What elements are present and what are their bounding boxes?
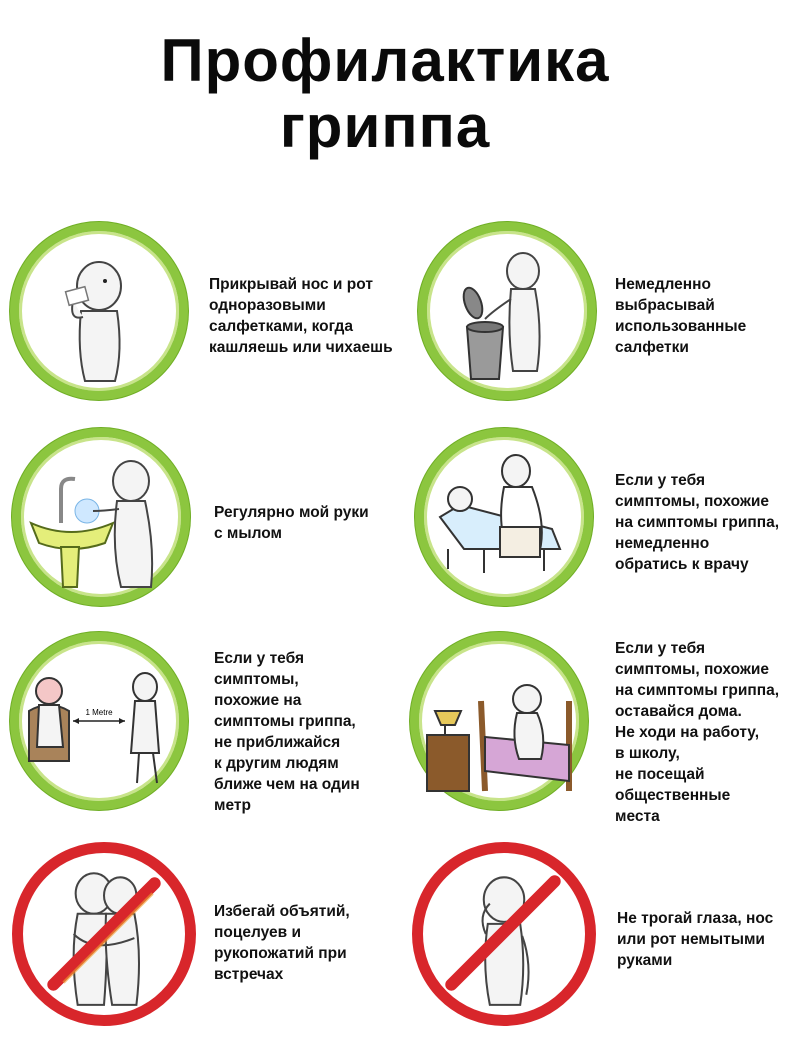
text-line: Не трогай глаза, нос <box>617 910 774 927</box>
doctor-visit-icon <box>415 428 593 606</box>
text-line: поцелуев и <box>214 924 302 941</box>
hand-washing-icon <box>12 428 190 606</box>
item-2-text <box>615 274 746 358</box>
text-line: на симптомы гриппа, <box>615 682 780 699</box>
text-line: симптомы, <box>214 671 299 688</box>
text-line: салфетками, когда <box>209 318 353 335</box>
no-hugging-icon <box>12 842 196 1026</box>
title-line-2: гриппа <box>279 93 491 160</box>
text-line: оставайся дома. <box>615 703 742 720</box>
title-line-1: Профилактика <box>160 27 610 94</box>
item-8-text <box>617 908 773 971</box>
text-line: ближе чем на один <box>214 776 360 793</box>
text-line: похожие на <box>214 692 302 709</box>
text-line: Если у тебя <box>214 650 304 667</box>
text-line: кашляешь или чихаешь <box>209 339 393 356</box>
item-6-text <box>615 638 779 827</box>
text-line: салфетки <box>615 339 689 356</box>
text-line: места <box>615 808 660 825</box>
text-line: Если у тебя <box>615 472 705 489</box>
distance-label: 1 Metre <box>85 708 113 717</box>
trash-bin-icon <box>418 222 596 400</box>
text-line: рукопожатий при <box>214 945 347 962</box>
text-line: Избегай объятий, <box>214 903 350 920</box>
text-line: Немедленно <box>615 276 711 293</box>
text-line: или рот немытыми <box>617 931 765 948</box>
text-line: к другим людям <box>214 755 339 772</box>
page-title <box>0 28 770 160</box>
text-line: немедленно <box>615 535 710 552</box>
text-line: в школу, <box>615 745 680 762</box>
text-line: метр <box>214 797 251 814</box>
text-line: не посещай <box>615 766 705 783</box>
item-1-text <box>209 274 393 358</box>
text-line: симптомы, похожие <box>615 661 770 678</box>
text-line: Прикрывай нос и рот <box>209 276 373 293</box>
item-4-text <box>615 470 779 575</box>
covering-sneeze-icon <box>10 222 188 400</box>
text-line: Если у тебя <box>615 640 705 657</box>
text-line: с мылом <box>214 525 283 542</box>
text-line: одноразовыми <box>209 297 326 314</box>
item-7-text <box>214 901 350 985</box>
text-line: использованные <box>615 318 747 335</box>
text-line: не приближайся <box>214 734 341 751</box>
text-line: симптомы, похожие <box>615 493 770 510</box>
text-line: Не ходи на работу, <box>615 724 760 741</box>
text-line: на симптомы гриппа, <box>615 514 780 531</box>
text-line: встречах <box>214 966 284 983</box>
text-line: выбрасывай <box>615 297 715 314</box>
stay-home-bed-icon <box>410 632 588 810</box>
item-3-text <box>214 502 369 544</box>
text-line: Регулярно мой руки <box>214 504 369 521</box>
item-5-text <box>214 648 360 816</box>
text-line: общественные <box>615 787 731 804</box>
text-line: обратись к врачу <box>615 556 749 573</box>
text-line: руками <box>617 952 673 969</box>
keep-distance-icon <box>10 632 188 810</box>
no-face-touching-icon <box>412 842 596 1026</box>
text-line: симптомы гриппа, <box>214 713 356 730</box>
